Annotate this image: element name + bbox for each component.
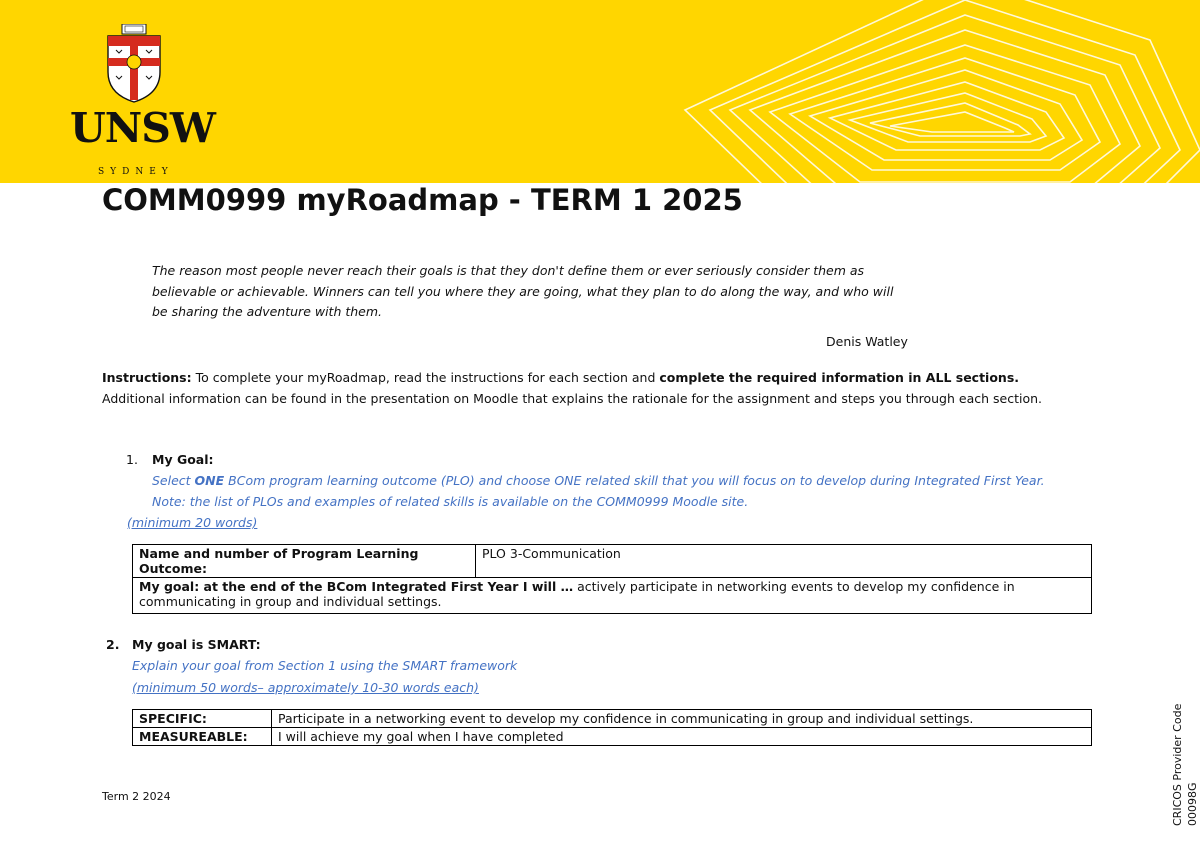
smart-label: MEASUREABLE: <box>133 728 272 746</box>
smart-table <box>132 709 1092 746</box>
goal-value: actively participate in networking events to develop my confidence in communicating in group and individual settings. <box>139 579 1015 609</box>
cricos-line: 00098G <box>1186 782 1199 826</box>
goal-cell[interactable] <box>133 578 1092 614</box>
quote-line: The reason most people never reach their goals is that they don't define them or ever seriously consider them as <box>152 263 865 278</box>
quote <box>152 261 932 323</box>
smart-label: SPECIFIC: <box>133 710 272 728</box>
cricos-code <box>1170 704 1200 826</box>
unsw-logo <box>68 24 215 177</box>
page-title: COMM0999 myRoadmap - TERM 1 2025 <box>102 183 743 217</box>
section-1-note: Note: the list of PLOs and examples of related skills is available on the COMM0999 Moodle site. <box>152 494 749 509</box>
footer-term: Term 2 2024 <box>102 790 171 803</box>
section-1-min-words: (minimum 20 words) <box>127 515 258 530</box>
table-row <box>133 728 1092 746</box>
goal-table <box>132 544 1092 614</box>
cricos-line: CRICOS Provider Code <box>1171 703 1184 826</box>
decorative-pattern <box>680 0 1200 183</box>
plo-label: Name and number of Program Learning Outcome: <box>133 545 476 578</box>
hint-emphasis: ONE <box>194 473 225 488</box>
section-number: 1. <box>126 452 138 467</box>
quote-line: believable or achievable. Winners can tell you where they are going, what they plan to do along the way, and who will <box>152 283 894 299</box>
section-1-heading <box>126 452 214 467</box>
instructions-line2: Additional information can be found in the presentation on Moodle that explains the rationale for the assignment and steps you through each section. <box>102 391 1042 406</box>
header-banner <box>0 0 1200 183</box>
instructions-text: To complete your myRoadmap, read the instructions for each section and <box>191 370 660 385</box>
smart-value[interactable]: Participate in a networking event to develop my confidence in communicating in group and individual settings. <box>272 710 1092 728</box>
instructions-label: Instructions: <box>102 370 192 385</box>
plo-value[interactable]: PLO 3-Communication <box>476 545 1092 578</box>
quote-author: Denis Watley <box>826 334 908 349</box>
table-row <box>133 710 1092 728</box>
unsw-crest-icon <box>106 24 162 104</box>
hint-text: BCom program learning outcome (PLO) and choose ONE related skill that you will focus on to develop during Integrated First Year. <box>224 473 1045 488</box>
table-row <box>133 578 1092 614</box>
section-2-hint: Explain your goal from Section 1 using the SMART framework <box>132 658 518 673</box>
logo-subtitle: SYDNEY <box>98 167 174 177</box>
quote-line: be sharing the adventure with them. <box>152 304 383 319</box>
table-row <box>133 545 1092 578</box>
smart-value[interactable]: I will achieve my goal when I have completed <box>272 728 1092 746</box>
section-1-hint <box>152 473 1045 488</box>
section-2-heading <box>106 637 261 652</box>
goal-label: My goal: at the end of the BCom Integrated First Year I will … <box>139 579 574 594</box>
instructions-bold: complete the required information in ALL sections. <box>659 370 1020 385</box>
section-title: My goal is SMART: <box>132 637 261 652</box>
instructions <box>102 367 1042 409</box>
section-number: 2. <box>106 637 120 652</box>
section-2-min-words: (minimum 50 words– approximately 10-30 words each) <box>132 680 479 695</box>
logo-wordmark: UNSW <box>70 104 215 152</box>
section-title: My Goal: <box>152 452 214 467</box>
hint-text: Select <box>152 473 195 488</box>
